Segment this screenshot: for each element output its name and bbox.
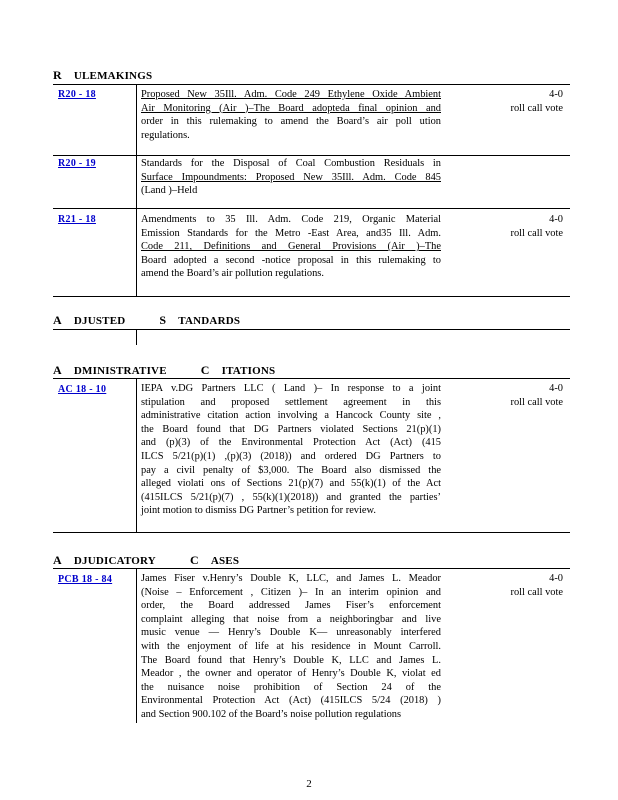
entry-description: James Fiser v.Henry’s Double K, LLC, and James L. Meador (Noise – Enforcement , Citizen )– In an interim opinion and order, the Board addressed James Fiser’s enforcement complaint alleging that noise from a neighboringbar and live music venue — Henry’s Double K— unreasonably interfered with the enjoyment of life at his residence in Mount Carroll. The Board found that Henry’s Double K, LLC and James L. Meador , the owner and operator of Henry’s Double K, violat ed the nuisance noise prohibition of Section 24 of the Environmental Protection Act (Act) (415ILCS 5/24 (2018) ) and Section 900.102 of the Board’s noise pollution regulations — [141, 573, 441, 720]
docket-link-r20-18[interactable]: R20 - 18 — [58, 89, 96, 100]
entry-description: Amendments to 35 Ill. Adm. Code 219, Organic Material Emission Standards for the Metro -East Area, and35 Ill. Adm. Code 211, Definitions and General Provisions (Air )–The Board adopted a second -notice proposal in this rulemaking to amend the Board’s air pollution regulations. — [141, 214, 441, 280]
column-divider — [136, 85, 137, 296]
entry-description: Proposed New 35Ill. Adm. Code 249 Ethylene Oxide Ambient Air Monitoring (Air )–The Board adopteda final opinion and order in this rulemaking to amend the Board’s air poll ution regulations. — [141, 89, 441, 141]
docket-link-r20-19[interactable]: R20 - 19 — [58, 158, 96, 169]
vote-result: 4-0 roll call vote — [510, 89, 563, 114]
section-rule — [53, 378, 570, 379]
page-number: 2 — [306, 778, 312, 790]
vote-result: 4-0 roll call vote — [510, 214, 563, 239]
row-divider — [53, 296, 570, 297]
section-rule — [53, 329, 570, 330]
row-divider — [53, 532, 570, 533]
entry-description: IEPA v.DG Partners LLC ( Land )– In response to a joint stipulation and proposed settlement agreement in this administrative citation action involving a Hancock County site , the Board found that DG Partners violated Sections 21(p)(1) and (p)(3) of the Environmental Protection Act (Act) (415 ILCS 5/21(p)(1) ,(p)(3) (2018)) and ordered DG Partners to pay a civil penalty of $3,000. The Board also dismissed the alleged violati ons of Sections 21(p)(7) and 55(k)(1) of the Act (415ILCS 5/21(p)(7) , 55(k)(1)(2018)) and granted the parties’ joint motion to dismiss DG Partner’s petition for review. — [141, 383, 441, 517]
row-divider — [53, 155, 570, 156]
docket-link-pcb-18-84[interactable]: PCB 18 - 84 — [58, 574, 113, 585]
section-title-adjusted-standards: A DJUSTED S TANDARDS — [53, 313, 241, 327]
column-divider — [136, 379, 137, 532]
vote-result: 4-0 roll call vote — [510, 573, 563, 598]
docket-link-r21-18[interactable]: R21 - 18 — [58, 214, 96, 225]
section-rule — [53, 568, 570, 569]
section-title-adjudicatory-cases: A DJUDICATORY C ASES — [53, 553, 240, 567]
vote-result: 4-0 roll call vote — [510, 383, 563, 408]
docket-link-ac-18-10[interactable]: AC 18 - 10 — [58, 384, 107, 395]
column-divider — [136, 330, 137, 345]
section-rule — [53, 84, 570, 85]
section-title-administrative-citations: A DMINISTRATIVE C ITATIONS — [53, 363, 276, 377]
column-divider — [136, 569, 137, 723]
section-title-rulemakings: R ULEMAKINGS — [53, 68, 153, 82]
entry-description: Standards for the Disposal of Coal Combustion Residuals in Surface Impoundments: Proposed New 35Ill. Adm. Code 845 (Land )–Held — [141, 158, 441, 197]
row-divider — [53, 208, 570, 209]
